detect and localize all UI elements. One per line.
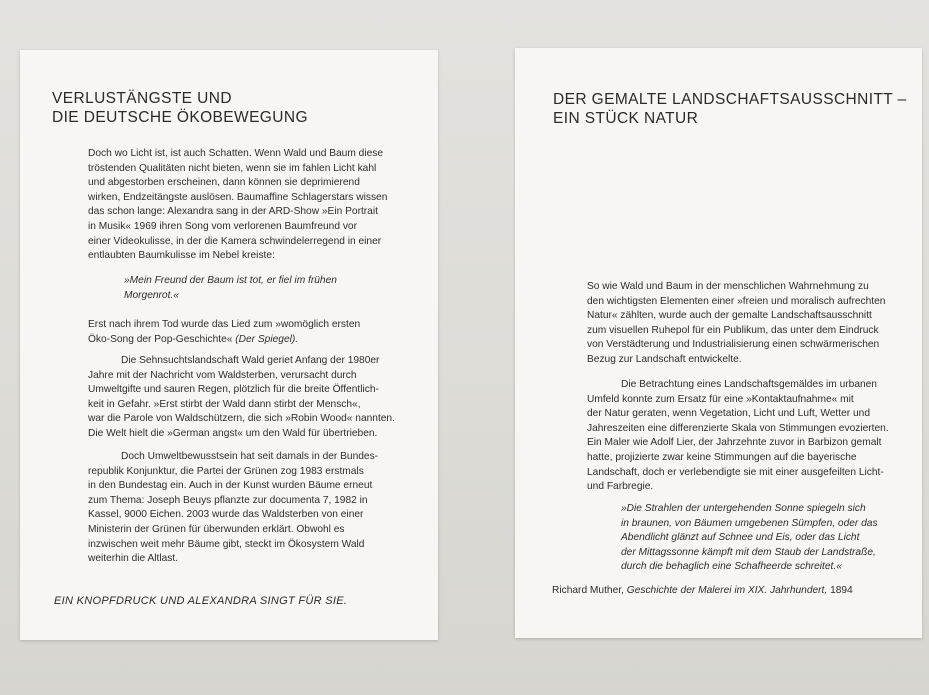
text-line: einer Videokulisse, in der die Kamera schwindelerregend in einer [88, 235, 382, 247]
right-paragraph-2 [587, 378, 889, 495]
text-line: Die Betrachtung eines Landschaftsgemäldes im urbanen [621, 379, 877, 390]
text-line: Die Welt hielt die »German angst« um den Wald für übertrieben. [88, 427, 378, 439]
text-line: in den Bundestag ein. Auch in der Kunst wurden Bäume erneut [88, 480, 373, 492]
right-info-panel [515, 48, 922, 638]
text-line: der Natur geraten, wenn Vegetation, Licht und Luft, Wetter und [587, 408, 870, 420]
left-paragraph-2 [88, 318, 360, 347]
text-line: Erst nach ihrem Tod wurde das Lied zum »womöglich ersten [88, 319, 361, 330]
text-line: Doch wo Licht ist, ist auch Schatten. Wenn Wald und Baum diese [88, 148, 384, 159]
text-line: Die Sehnsuchtslandschaft Wald geriet Anfang der 1980er [121, 355, 380, 366]
right-heading-line: DER GEMALTE LANDSCHAFTSAUSSCHNITT – [553, 91, 907, 108]
left-paragraph-3 [88, 354, 395, 442]
text-line: war die Parole von Waldschützern, die sich »Robin Wood« nannten. [88, 413, 395, 425]
text-line: Ein Maler wie Adolf Lier, der Jahrzehnte zuvor in Barbizon gemalt [587, 437, 882, 449]
right-paragraph-1 [587, 280, 885, 368]
text-line: So wie Wald und Baum in der menschlichen Wahrnehmung zu [587, 281, 869, 292]
text-line: Umweltgifte und sauren Regen, plötzlich für die breite Öffentlich- [88, 384, 379, 396]
text-line: Morgenrot.« [124, 289, 179, 301]
left-heading-line: VERLUSTÄNGSTE UND [52, 90, 232, 107]
text-line: tröstenden Qualitäten nicht bieten, wenn sie im fahlen Licht kahl [88, 162, 377, 174]
text-line: weiterhin die Altlast. [88, 553, 179, 565]
text-line: und Farbregie. [587, 481, 654, 493]
right-heading [553, 90, 907, 128]
text-line: »Die Strahlen der untergehenden Sonne spiegeln sich [621, 503, 866, 514]
text-line: in braunen, von Bäumen umgebenen Sümpfen, oder das [621, 517, 878, 529]
text-line: Umfeld konnte zum Ersatz für eine »Kontaktaufnahme« mit [587, 393, 854, 405]
left-paragraph-4 [88, 450, 378, 567]
text-line: den wichtigsten Elementen einer »freien und moralisch aufrechten [587, 295, 886, 307]
source-reference: (Der Spiegel). [235, 333, 299, 345]
text-line: Landschaft, doch er verlebendigte sie mit einer ausgefeilten Licht- [587, 466, 884, 478]
text-line [88, 333, 360, 348]
text-line: das schon lange: Alexandra sang in der ARD-Show »Ein Portrait [88, 206, 378, 218]
text-line: Jahre mit der Nachricht vom Waldsterben, verursacht durch [88, 369, 357, 381]
text-line: wirken, Endzeitängste auslösen. Baumaffine Schlagerstars wissen [88, 191, 388, 203]
text-line: republik Konjunktur, die Partei der Grünen zog 1983 erstmals [88, 465, 364, 477]
text-line: durch die behaglich eine Schafheerde schreitet.« [621, 561, 842, 573]
text-line: Doch Umweltbewusstsein hat seit damals in der Bundes- [121, 451, 379, 462]
text-line: und abgestorben erscheinen, dann können sie deprimierend [88, 177, 360, 189]
text-line: Natur« zählten, wurde auch der gemalte Landschaftsausschnitt [587, 310, 872, 322]
left-song-quote [124, 274, 337, 303]
citation-title: Geschichte der Malerei im XIX. Jahrhundert, [626, 585, 828, 596]
text-line: der Mittagssonne kämpft mit dem Staub der Landstraße, [621, 546, 876, 558]
text-line: entlaubten Baumkulisse im Nebel kreiste: [88, 250, 275, 262]
right-citation [552, 584, 853, 599]
text-line: keit in Gefahr. »Erst stirbt der Wald dann stirbt der Mensch«, [88, 398, 361, 410]
left-heading-line: DIE DEUTSCHE ÖKOBEWEGUNG [52, 109, 308, 126]
left-info-panel [20, 50, 438, 640]
left-caption: EIN KNOPFDRUCK UND ALEXANDRA SINGT FÜR SIE. [54, 595, 348, 607]
text-line: Jahreszeiten eine differenzierte Skala von Stimmungen evozierten. [587, 422, 889, 434]
text-line: zum Thema: Joseph Beuys pflanzte zur documenta 7, 1982 in [88, 494, 368, 506]
text-line: zum visuellen Ruhepol für ein Publikum, das unter dem Eindruck [587, 324, 879, 336]
right-heading-line: EIN STÜCK NATUR [553, 110, 699, 127]
text-fragment: Öko-Song der Pop-Geschichte« [88, 333, 233, 345]
text-line: Abendlicht glänzt auf Schnee und Eis, oder das Licht [621, 532, 860, 544]
left-paragraph-1 [88, 147, 387, 264]
text-line: inzwischen weit mehr Bäume gibt, steckt im Ökosystem Wald [88, 538, 365, 550]
citation-author: Richard Muther, [552, 585, 624, 596]
text-line: Bezug zur Landschaft entwickelte. [587, 353, 742, 365]
text-line: hatte, projizierte zwar keine Stimmungen auf die bayerische [587, 451, 857, 463]
text-line: von Verstädterung und Industrialisierung einen schwärmerischen [587, 339, 880, 351]
text-line: »Mein Freund der Baum ist tot, er fiel im frühen [124, 275, 337, 286]
citation-year: 1894 [830, 585, 853, 596]
text-line: Kassel, 9000 Eichen. 2003 wurde das Waldsterben von einer [88, 509, 364, 521]
right-muther-quote [621, 502, 878, 575]
left-heading [52, 89, 308, 127]
text-line: in Musik« 1969 ihren Song vom verlorenen Baumfreund vor [88, 220, 357, 232]
text-line: Ministerin der Grünen für überwunden erklärt. Obwohl es [88, 523, 345, 535]
